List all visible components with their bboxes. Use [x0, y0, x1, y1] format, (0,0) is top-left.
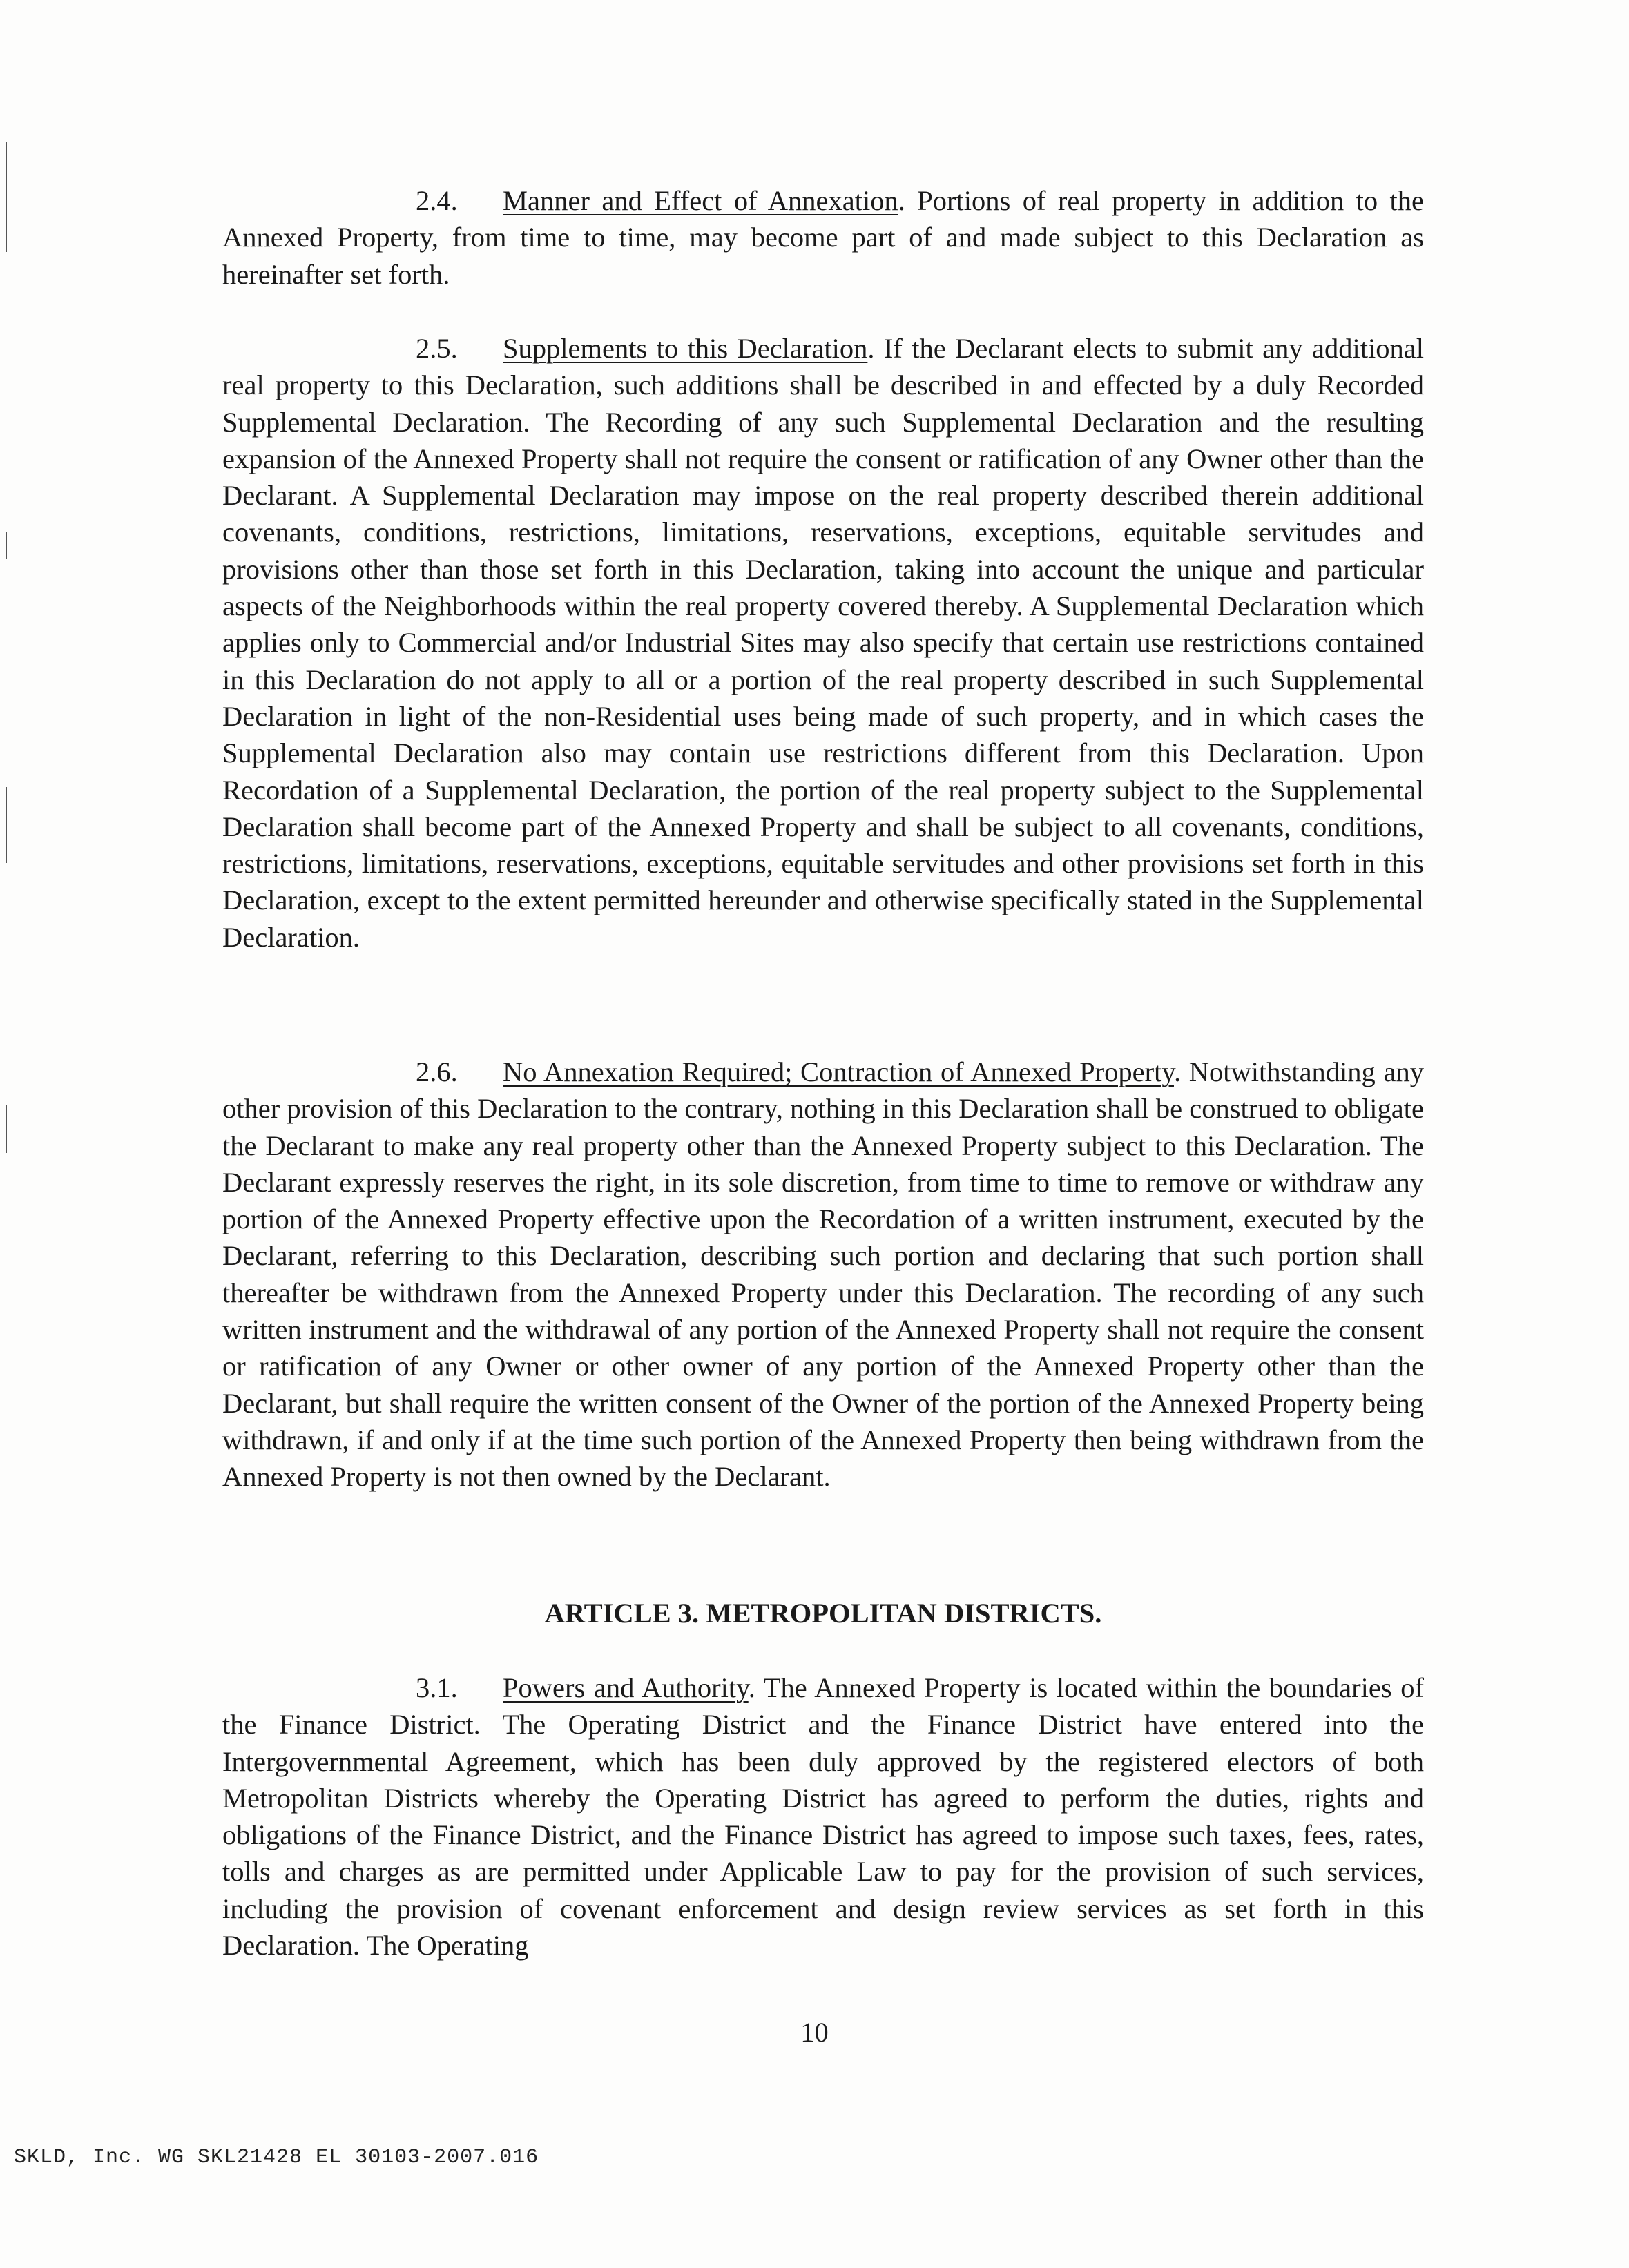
section-number: 2.6. [416, 1056, 458, 1087]
section-2-5 [222, 330, 1424, 956]
scan-margin-line [6, 532, 7, 559]
scan-margin-line [6, 787, 7, 863]
section-2-4 [222, 182, 1424, 293]
section-heading: Supplements to this Declaration [503, 333, 868, 364]
section-body: . Notwithstanding any other provision of this Declaration to the contrary, nothing in this Declaration shall be construed to obligate the Declarant to make any real property other than the Annexed Property subject to this Declaration. The Declarant expressly reserves the right, in its sole discretion, from time to time to remove or withdraw any portion of the Annexed Property effective upon the Recordation of a written instrument, executed by the Declarant, referring to this Declaration, describing such portion and declaring that such portion shall thereafter be withdrawn from the Annexed Property under this Declaration. The recording of any such written instrument and the withdrawal of any portion of the Annexed Property shall not require the consent or ratification of any Owner or other owner of any portion of the Annexed Property other than the Declarant, but shall require the written consent of the Owner of the portion of the Annexed Property being withdrawn, if and only if at the time such portion of the Annexed Property then being withdrawn from the Annexed Property is not then owned by the Declarant. [222, 1056, 1424, 1493]
section-heading: No Annexation Required; Contraction of Annexed Property [503, 1056, 1174, 1087]
section-body: . If the Declarant elects to submit any additional real property to this Declaration, such additions shall be described in and effected by a duly Recorded Supplemental Declaration. The Recording of any such Supplemental Declaration and the resulting expansion of the Annexed Property shall not require the consent or ratification of any Owner other than the Declarant. A Supplemental Declaration may impose on the real property described therein additional covenants, conditions, restrictions, limitations, reservations, exceptions, equitable servitudes and provisions other than those set forth in this Declaration, taking into account the unique and particular aspects of the Neighborhoods within the real property covered thereby. A Supplemental Declaration which applies only to Commercial and/or Industrial Sites may also specify that certain use restrictions contained in this Declaration do not apply to all or a portion of the real property described in such Supplemental Declaration in light of the non-Residential uses being made of such property, and in which cases the Supplemental Declaration also may contain use restrictions different from this Declaration. Upon Recordation of a Supplemental Declaration, the portion of the real property subject to the Supplemental Declaration shall become part of the Annexed Property and shall be subject to all covenants, conditions, restrictions, limitations, reservations, exceptions, equitable servitudes and other provisions set forth in this Declaration, except to the extent permitted hereunder and otherwise specifically stated in the Supplemental Declaration. [222, 333, 1424, 953]
section-body: . The Annexed Property is located within the boundaries of the Finance District. The Operating District and the Finance District have entered into the Intergovernmental Agreement, which has been duly approved by the registered electors of both Metropolitan Districts whereby the Operating District has agreed to perform the duties, rights and obligations of the Finance District, and the Finance District has agreed to impose such taxes, fees, rates, tolls and charges as are permitted under Applicable Law to pay for the provision of such services, including the provision of covenant enforcement and design review services as set forth in this Declaration. The Operating [222, 1672, 1424, 1961]
section-3-1 [222, 1669, 1424, 1964]
section-heading: Powers and Authority [503, 1672, 749, 1703]
section-number: 3.1. [416, 1672, 458, 1703]
page-number: 10 [800, 2017, 829, 2048]
scan-margin-line [6, 142, 7, 252]
section-heading: Manner and Effect of Annexation [503, 185, 898, 216]
section-2-6 [222, 1054, 1424, 1495]
footer-code: SKLD, Inc. WG SKL21428 EL 30103-2007.016 [14, 2146, 539, 2169]
section-body: . Portions of real property in addition to the Annexed Property, from time to time, may become part of and made subject to this Declaration as hereinafter set forth. [222, 185, 1424, 290]
section-number: 2.4. [416, 185, 458, 216]
article-heading: ARTICLE 3. METROPOLITAN DISTRICTS. [544, 1598, 1102, 1629]
section-number: 2.5. [416, 333, 458, 364]
scan-margin-line [6, 1105, 7, 1153]
